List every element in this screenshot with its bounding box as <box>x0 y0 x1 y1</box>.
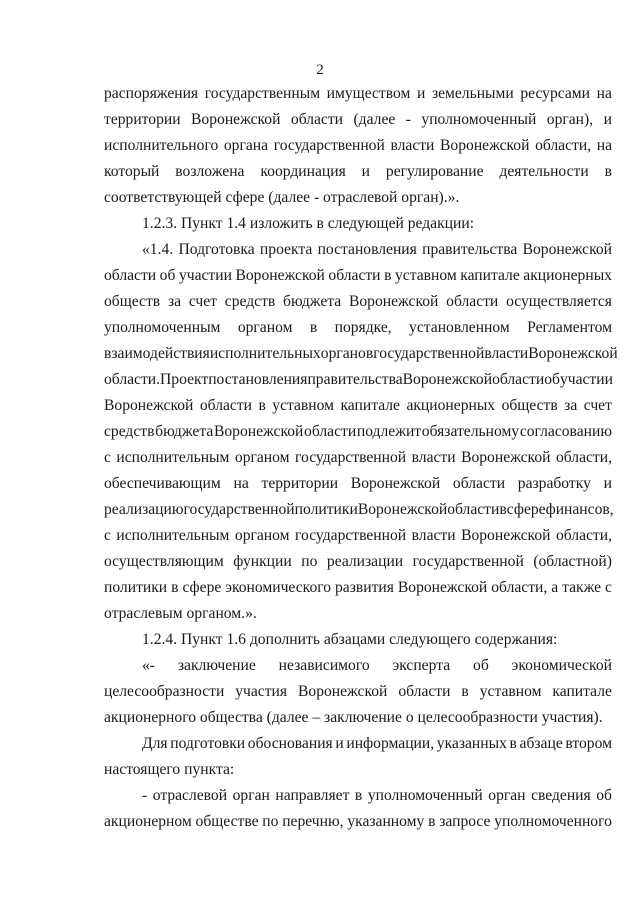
text-line: области. Проект постановления правительства Воронежской области об участии <box>104 371 613 388</box>
text-line: который возложена координация и регулирование деятельности в <box>104 163 612 180</box>
text-line: исполнительного органа государственной власти Воронежской области, на <box>104 137 612 154</box>
text-line: настоящего пункта: <box>104 761 235 778</box>
text-line: 1.2.4. Пункт 1.6 дополнить абзацами следующего содержания: <box>142 631 558 648</box>
text-line: акционерном обществе по перечню, указанному в запросе уполномоченного <box>104 813 612 830</box>
text-line: территории Воронежской области (далее - уполномоченный орган), и <box>104 111 612 128</box>
text-line: средств бюджета Воронежской области подлежит обязательному согласованию <box>104 423 612 440</box>
text-line: отраслевым органом.». <box>104 605 257 622</box>
text-line: акционерного общества (далее – заключение о целесообразности участия). <box>104 709 603 726</box>
text-line: 1.2.3. Пункт 1.4 изложить в следующей редакции: <box>142 215 475 232</box>
text-line: целесообразности участия Воронежской области в уставном капитале <box>104 683 612 700</box>
text-line: области об участии Воронежской области в уставном капитале акционерных <box>104 267 612 284</box>
text-line: с исполнительным органом государственной власти Воронежской области, <box>104 527 612 544</box>
text-line: осуществляющим функции по реализации государственной (областной) <box>104 553 612 570</box>
text-line: реализацию государственной политики Воронежской области в сфере финансов, <box>104 501 614 518</box>
text-line: с исполнительным органом государственной власти Воронежской области, <box>104 449 612 466</box>
text-line: «1.4. Подготовка проекта постановления правительства Воронежской <box>142 241 612 258</box>
text-line: обществ за счет средств бюджета Воронежской области осуществляется <box>104 293 612 310</box>
text-line: уполномоченным органом в порядке, установленном Регламентом <box>104 319 612 336</box>
text-line: соответствующей сфере (далее - отраслевой орган).». <box>104 189 460 206</box>
text-line: обеспечивающим на территории Воронежской области разработку и <box>104 475 612 492</box>
text-line: Воронежской области в уставном капитале акционерных обществ за счет <box>104 397 612 414</box>
text-line: взаимодействия исполнительных органов государственной власти Воронежской <box>104 345 618 362</box>
text-line: - отраслевой орган направляет в уполномоченный орган сведения об <box>142 787 612 804</box>
page-number: 2 <box>316 62 324 78</box>
text-line: политики в сфере экономического развития Воронежской области, а также с <box>104 579 612 596</box>
text-line: «- заключение независимого эксперта об экономической <box>142 657 612 674</box>
text-line: Для подготовки обоснования и информации, указанных в абзаце втором <box>142 735 612 752</box>
text-line: распоряжения государственным имуществом и земельными ресурсами на <box>104 85 612 102</box>
